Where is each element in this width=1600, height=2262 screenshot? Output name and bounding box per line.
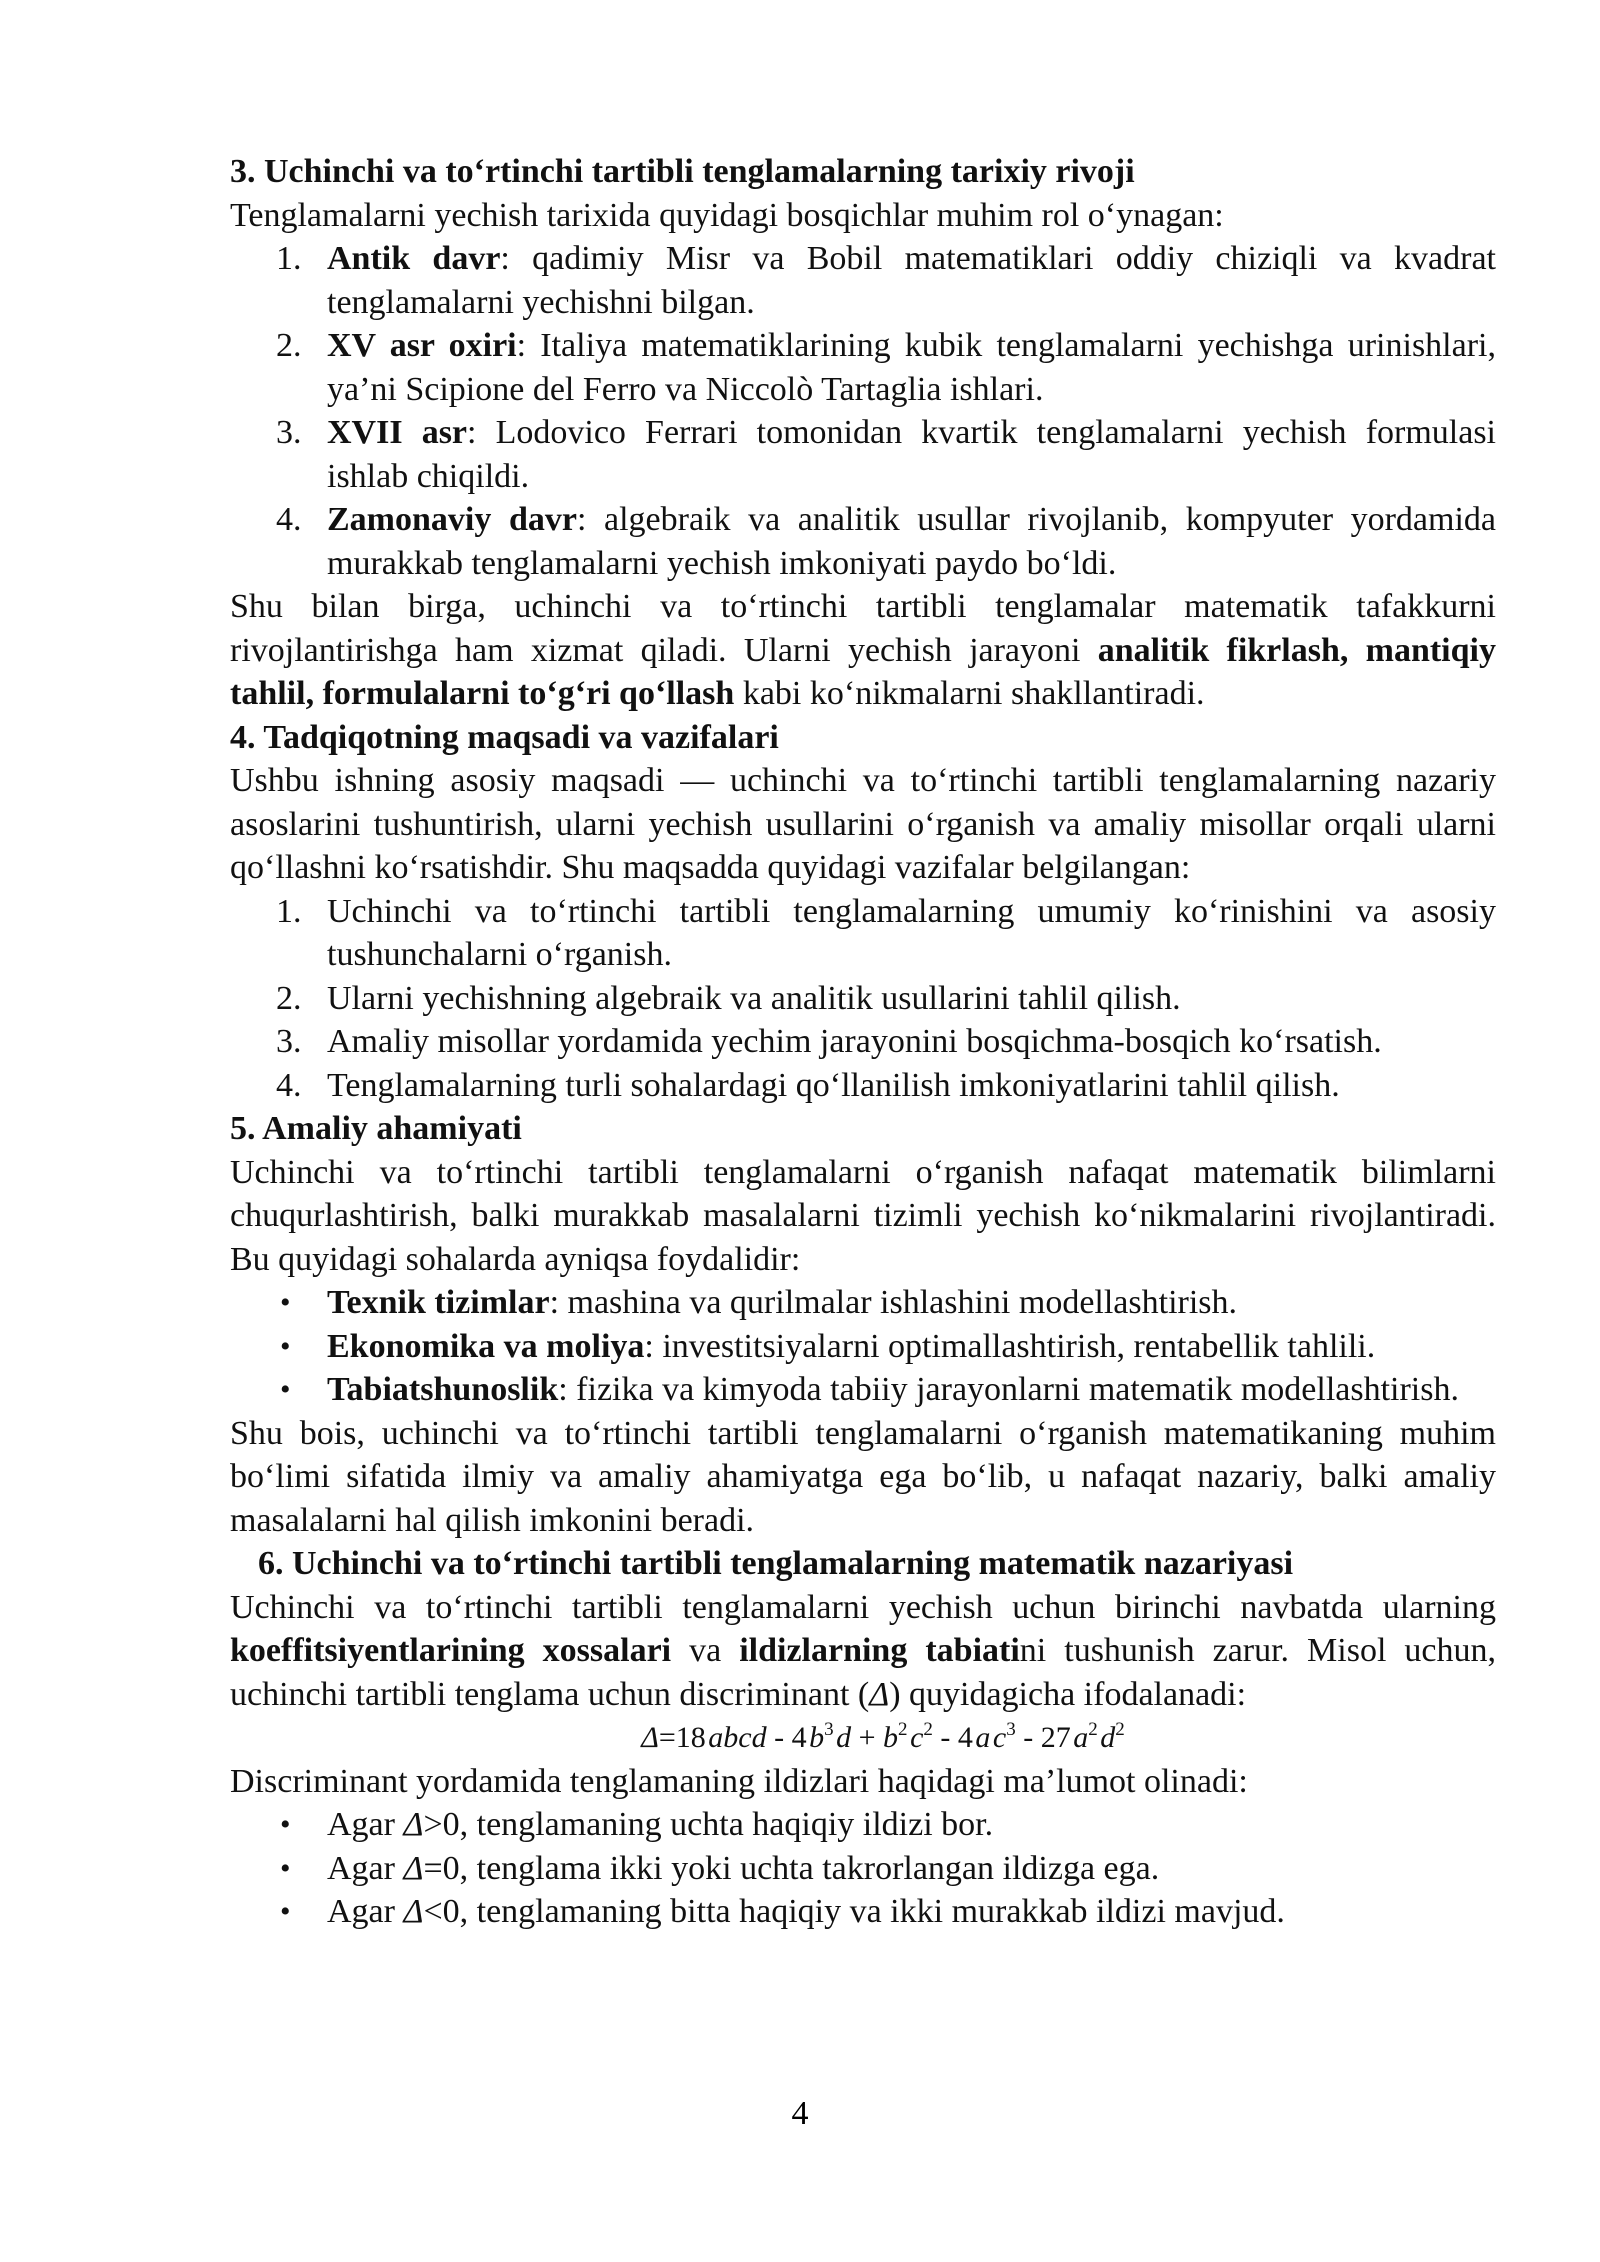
list-text: , tenglamaning bitta haqiqiy va ikki murakkab ildizi mavjud.	[459, 1893, 1285, 1930]
list-text: Agar	[327, 1893, 404, 1930]
bullet-icon: •	[280, 1851, 291, 1885]
list-text: : Lodovico Ferrari tomonidan kvartik tenglamalarni yechish formulasi ishlab chiqildi.	[327, 414, 1496, 495]
list-condition: >0	[423, 1806, 460, 1843]
bullet-icon: •	[280, 1329, 291, 1363]
paragraph-text: kabi ko‘nikmalarni shakllantiradi.	[734, 675, 1205, 712]
formula-delta: Δ	[641, 1721, 659, 1754]
section-4-intro: Ushbu ishning asosiy maqsadi — uchinchi va to‘rtinchi tartibli tenglamalarning nazariy asoslarini tushuntirish, ularni yechish usullarini o‘rganish va amaliy misollar orqali ularni qo‘llashni ko‘rsatishdir. Shu maqsadda quyidagi vazifalar belgilangan:	[230, 762, 1496, 886]
list-term: Antik davr	[327, 240, 501, 277]
formula-var: abcd	[708, 1721, 767, 1754]
formula-var: d	[836, 1721, 852, 1754]
formula-op: -	[932, 1721, 958, 1754]
section-6-heading: 6. Uchinchi va to‘rtinchi tartibli tenglamalarning matematik nazariyasi	[258, 1545, 1294, 1582]
formula-var: d	[1100, 1721, 1116, 1754]
formula-exp: 2	[898, 1719, 908, 1740]
list-text: Agar	[327, 1849, 404, 1887]
formula-var: c	[992, 1721, 1007, 1754]
section-6-paragraph-2: Discriminant yordamida tenglamaning ildizlari haqidagi ma’lumot olinadi:	[230, 1762, 1248, 1800]
list-text: Agar	[327, 1806, 404, 1843]
bullet-icon: •	[280, 1373, 291, 1406]
list-number: 2.	[276, 979, 302, 1017]
list-number: 4.	[276, 501, 302, 538]
section-5-heading: 5. Amaliy ahamiyati	[230, 1110, 522, 1147]
formula-exp: 2	[923, 1719, 933, 1740]
paragraph-text: Uchinchi va to‘rtinchi tartibli tenglamalarni yechish uchun birinchi navbatda ularning	[230, 1588, 1496, 1626]
section-5-outro: Shu bois, uchinchi va to‘rtinchi tartibli tenglamalarni o‘rganish matematikaning muhim bo‘limi sifatida ilmiy va amaliy ahamiyatga ega bo‘lib, u nafaqat nazariy, balki amaliy masalalarni hal qilish imkonini beradi.	[230, 1414, 1496, 1539]
formula-coef: 4	[957, 1721, 973, 1754]
section-5-intro: Uchinchi va to‘rtinchi tartibli tenglamalarni o‘rganish nafaqat matematik bilimlarni chuqurlashtirish, balki murakkab masalalarni tizimli yechish ko‘nikmalarini rivojlantiradi. Bu quyidagi sohalarda ayniqsa foydalidir:	[230, 1153, 1496, 1278]
delta-symbol: Δ	[403, 1806, 424, 1843]
paragraph-text: va	[671, 1632, 740, 1669]
bullet-icon: •	[280, 1808, 291, 1841]
list-text: , tenglama ikki yoki uchta takrorlangan ildizga ega.	[459, 1849, 1160, 1887]
list-item	[230, 237, 1496, 324]
list-condition: =0	[423, 1849, 460, 1887]
list-item	[230, 977, 1496, 1021]
page-number: 4	[791, 2095, 809, 2132]
list-item	[230, 1847, 1496, 1891]
list-item	[230, 890, 1496, 977]
list-item	[230, 1890, 1496, 1934]
list-text: : qadimiy Misr va Bobil matematiklari oddiy chiziqli va kvadrat tenglamalarni yechishni bilgan.	[327, 240, 1496, 321]
paragraph-text: Shu bilan birga, uchinchi va to‘rtinchi tartibli tenglamalar matematik tafakkurni rivojlantirishga ham xizmat qiladi. Ularni yechish jarayoni	[230, 588, 1496, 669]
list-number: 1.	[276, 240, 302, 277]
delta-symbol: Δ	[869, 1675, 890, 1713]
formula-op: +	[851, 1721, 884, 1754]
formula-var: c	[910, 1721, 924, 1754]
discriminant-formula	[230, 1716, 1496, 1760]
list-item	[230, 1020, 1496, 1064]
formula-op: -	[1015, 1721, 1041, 1754]
formula-exp: 3	[824, 1719, 834, 1740]
paragraph-text: ) quyidagicha ifodalanadi:	[889, 1675, 1247, 1713]
formula-coef: 27	[1040, 1721, 1071, 1754]
list-text: : fizika va kimyoda tabiiy jarayonlarni matematik modellashtirish.	[558, 1371, 1459, 1408]
section-5-list	[230, 1281, 1496, 1412]
formula-var: a	[1073, 1721, 1089, 1754]
list-text: : Italiya matematiklarining kubik tenglamalarni yechishga urinishlari, ya’ni Scipione del Ferro va Niccolò Tartaglia ishlari.	[327, 327, 1496, 408]
list-item	[230, 1064, 1496, 1108]
list-term: XV asr oxiri	[327, 327, 517, 364]
section-3-heading: 3. Uchinchi va to‘rtinchi tartibli tenglamalarning tarixiy rivoji	[230, 153, 1135, 190]
list-item	[230, 1803, 1496, 1847]
list-text: Tenglamalarning turli sohalardagi qo‘llanilish imkoniyatlarini tahlil qilish.	[327, 1066, 1340, 1104]
list-term: Zamonaviy davr	[327, 501, 577, 538]
paragraph-bold-text: koeffitsiyentlarining xossalari	[230, 1632, 672, 1669]
formula-var: b	[883, 1721, 899, 1754]
list-number: 4.	[276, 1066, 302, 1104]
delta-symbol: Δ	[403, 1893, 424, 1930]
list-text: Amaliy misollar yordamida yechim jarayonini bosqichma-bosqich ko‘rsatish.	[327, 1023, 1382, 1060]
formula-exp: 3	[1006, 1719, 1016, 1740]
list-text: : algebraik va analitik usullar rivojlanib, kompyuter yordamida murakkab tenglamalarni yechish imkoniyati paydo bo‘ldi.	[327, 501, 1496, 582]
list-condition: <0	[423, 1893, 460, 1930]
paragraph-bold-text: analitik fikrlash, mantiqiy tahlil, formulalarni to‘g‘ri qo‘llash	[230, 631, 1496, 712]
formula-exp: 2	[1088, 1719, 1098, 1740]
list-term: XVII asr	[327, 414, 468, 451]
list-term: Texnik tizimlar	[327, 1284, 550, 1321]
section-3-list	[230, 237, 1496, 585]
list-item	[230, 324, 1496, 411]
section-6-paragraph	[230, 1586, 1496, 1717]
list-text: , tenglamaning uchta haqiqiy ildizi bor.	[459, 1806, 994, 1843]
list-text: : investitsiyalarni optimallashtirish, rentabellik tahlili.	[644, 1327, 1376, 1365]
delta-symbol: Δ	[403, 1849, 424, 1887]
list-term: Tabiatshunoslik	[327, 1371, 559, 1408]
section-3-intro: Tenglamalarni yechish tarixida quyidagi bosqichlar muhim rol o‘ynagan:	[230, 196, 1224, 234]
list-text: Ularni yechishning algebraik va analitik usullarini tahlil qilish.	[327, 979, 1181, 1017]
formula-equals: =	[658, 1721, 676, 1754]
list-text: : mashina va qurilmalar ishlashini modellashtirish.	[549, 1284, 1238, 1321]
section-4-heading: 4. Tadqiqotning maqsadi va vazifalari	[230, 718, 779, 756]
list-text: Uchinchi va to‘rtinchi tartibli tenglamalarning umumiy ko‘rinishini va asosiy tushunchalarni o‘rganish.	[327, 892, 1496, 973]
list-item	[230, 1325, 1496, 1369]
formula-exp: 2	[1115, 1719, 1125, 1740]
section-6-list	[230, 1803, 1496, 1934]
list-number: 2.	[276, 327, 302, 364]
section-3-paragraph	[230, 585, 1496, 716]
bullet-icon: •	[280, 1286, 291, 1319]
paragraph-text: ni tushunish zarur. Misol uchun, uchinchi tartibli tenglama uchun discriminant (	[230, 1632, 1496, 1713]
list-number: 3.	[276, 1023, 302, 1060]
bullet-icon: •	[280, 1895, 291, 1928]
list-item	[230, 498, 1496, 585]
formula-coef: 4	[791, 1721, 807, 1754]
formula-op: -	[766, 1721, 792, 1754]
formula-var: b	[809, 1721, 825, 1754]
section-4-list	[230, 890, 1496, 1108]
paragraph-bold-text: ildizlarning tabiati	[739, 1632, 1020, 1669]
list-number: 3.	[276, 414, 302, 451]
list-item	[230, 1368, 1496, 1412]
document-page	[230, 150, 1496, 1934]
list-item	[230, 411, 1496, 498]
formula-var: a	[975, 1721, 991, 1754]
list-item	[230, 1281, 1496, 1325]
formula-coef: 18	[675, 1721, 706, 1754]
list-term: Ekonomika va moliya	[327, 1327, 645, 1365]
list-number: 1.	[276, 892, 302, 930]
